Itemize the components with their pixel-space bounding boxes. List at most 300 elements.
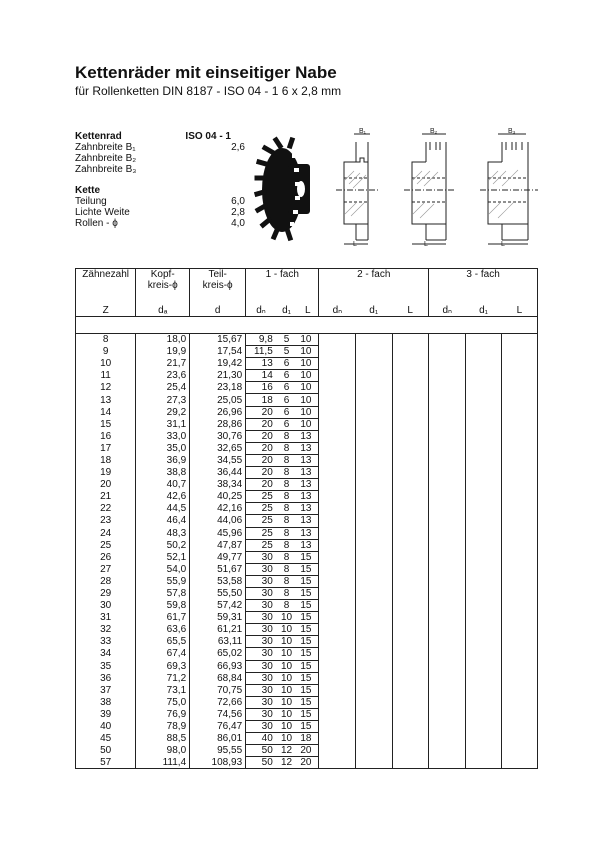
cell-da: 44,5 [136,503,190,515]
cell-empty [392,418,429,430]
cell-empty [355,660,392,672]
cell-empty [465,346,502,358]
cell-empty [465,745,502,757]
cell-empty [465,551,502,563]
cell-empty [429,612,466,624]
cell-empty [355,575,392,587]
cell-empty [392,503,429,515]
cell-empty [429,430,466,442]
cell-empty [319,636,356,648]
cell-empty [465,563,502,575]
cell-empty [429,467,466,479]
cell-empty [465,612,502,624]
sub-l: L [297,291,319,317]
col-group-3fach: 3 - fach [466,269,500,280]
cell-empty [465,406,502,418]
cell-empty [392,346,429,358]
sub-l: L [516,305,523,316]
cell-d1: 10 [276,708,298,720]
cell-empty [355,406,392,418]
cell-dn: 20 [246,406,276,418]
sub-d1: d₁ [369,305,379,316]
cell-empty [319,672,356,684]
cell-dn: 30 [246,708,276,720]
dim-l: L [424,241,428,248]
cell-z: 24 [76,527,136,539]
cell-empty [465,624,502,636]
dim-l: L [353,241,357,248]
cell-empty [502,612,538,624]
cell-empty [319,539,356,551]
cell-empty [355,745,392,757]
header-row [76,269,538,292]
cell-empty [502,442,538,454]
cell-d1: 6 [276,406,298,418]
cell-z: 30 [76,600,136,612]
cell-empty [502,708,538,720]
cell-empty [355,733,392,745]
cell-d: 34,55 [190,454,246,466]
cell-l: 10 [297,406,319,418]
cell-d: 19,42 [190,358,246,370]
teilkreis-l2: kreis-ϕ [202,280,233,291]
cell-dn: 20 [246,442,276,454]
cell-da: 63,6 [136,624,190,636]
cell-empty [465,491,502,503]
cell-empty [465,733,502,745]
cell-d: 95,55 [190,745,246,757]
dim-b3: B₃ [508,128,516,135]
cell-empty [465,370,502,382]
cell-empty [319,467,356,479]
cell-empty [429,696,466,708]
cell-empty [502,503,538,515]
cell-d1: 8 [276,587,298,599]
cell-empty [502,334,538,346]
cell-da: 40,7 [136,479,190,491]
cell-empty [319,660,356,672]
cell-dn: 25 [246,539,276,551]
cell-empty [355,539,392,551]
cell-empty [429,503,466,515]
cell-d1: 6 [276,418,298,430]
cell-l: 13 [297,503,319,515]
cell-d: 55,50 [190,587,246,599]
spec-label: Rollen - ϕ [75,218,118,229]
table-row [76,334,538,346]
cell-d: 23,18 [190,382,246,394]
cell-empty [355,479,392,491]
cell-empty [502,394,538,406]
cell-d1: 5 [276,334,298,346]
cell-dn: 20 [246,430,276,442]
cell-empty [355,454,392,466]
sub-da: dₐ [136,291,190,317]
cell-empty [502,539,538,551]
sub-dn: dₙ [256,305,266,316]
cell-empty [465,587,502,599]
cell-d1: 8 [276,600,298,612]
spec-row [75,196,245,207]
cell-empty [429,370,466,382]
cell-empty [355,684,392,696]
cell-da: 75,0 [136,696,190,708]
cell-empty [355,672,392,684]
cell-d1: 6 [276,358,298,370]
cell-empty [502,515,538,527]
cell-empty [319,515,356,527]
spec-kette-label: Kette [75,185,101,196]
spec-label: Zahnbreite B₁ [75,142,136,153]
cell-dn: 30 [246,684,276,696]
cell-empty [319,696,356,708]
spec-kettenrad-label: Kettenrad [75,131,122,142]
dim-b1: B₁ [359,128,367,135]
spec-label: Zahnbreite B₃ [75,164,137,175]
cell-dn: 30 [246,612,276,624]
specs-block [75,131,245,229]
cell-empty [319,684,356,696]
cell-dn: 9,8 [246,334,276,346]
cell-da: 31,1 [136,418,190,430]
cell-d: 15,67 [190,334,246,346]
cell-z: 36 [76,672,136,684]
cell-d1: 8 [276,539,298,551]
cell-l: 15 [297,612,319,624]
cell-l: 15 [297,600,319,612]
cell-d: 21,30 [190,370,246,382]
table-row [76,708,538,720]
cell-empty [429,624,466,636]
cell-empty [319,430,356,442]
cell-empty [355,636,392,648]
cell-da: 18,0 [136,334,190,346]
cell-empty [502,418,538,430]
cell-d1: 8 [276,491,298,503]
cell-empty [429,587,466,599]
cell-empty [355,503,392,515]
cell-z: 12 [76,382,136,394]
cell-l: 15 [297,636,319,648]
cell-empty [392,684,429,696]
page-title: Kettenräder mit einseitiger Nabe [75,63,337,82]
cell-empty [392,515,429,527]
cell-da: 19,9 [136,346,190,358]
spec-row [75,153,245,164]
cell-empty [355,334,392,346]
table-row [76,430,538,442]
cell-l: 13 [297,479,319,491]
cell-d: 28,86 [190,418,246,430]
table-row [76,382,538,394]
cell-d1: 8 [276,503,298,515]
cell-empty [392,745,429,757]
cell-z: 11 [76,370,136,382]
col-kopfkreis [136,269,190,292]
table-row [76,479,538,491]
cell-da: 59,8 [136,600,190,612]
cell-d: 49,77 [190,551,246,563]
table-row [76,467,538,479]
cell-d1: 10 [276,672,298,684]
cell-dn: 13 [246,358,276,370]
cell-empty [392,708,429,720]
cell-empty [465,467,502,479]
cell-empty [392,370,429,382]
cell-l: 13 [297,454,319,466]
table-row [76,491,538,503]
cell-empty [502,587,538,599]
table-row [76,696,538,708]
cell-dn: 50 [246,757,276,769]
spec-label: Teilung [75,196,107,207]
cell-empty [319,575,356,587]
cell-empty [502,346,538,358]
cell-empty [502,370,538,382]
cell-empty [429,551,466,563]
cell-da: 48,3 [136,527,190,539]
spec-kettenrad-value: ISO 04 - 1 [185,131,231,142]
cell-z: 9 [76,346,136,358]
cell-empty [502,479,538,491]
sub-z: Z [76,291,136,317]
cell-empty [465,515,502,527]
cell-empty [502,382,538,394]
table-row [76,503,538,515]
cell-empty [319,370,356,382]
cell-empty [429,394,466,406]
cell-empty [392,660,429,672]
teilkreis-l1: Teil- [208,269,227,280]
table-row [76,527,538,539]
cell-z: 33 [76,636,136,648]
table-row [76,418,538,430]
sub-d1: d₁ [479,305,489,316]
cell-d1: 10 [276,612,298,624]
cell-d1: 10 [276,696,298,708]
cell-empty [502,733,538,745]
cell-empty [465,757,502,769]
cell-d: 65,02 [190,648,246,660]
cell-empty [355,394,392,406]
table-row [76,757,538,769]
cell-empty [319,721,356,733]
kopfkreis-l1: Kopf- [150,269,175,280]
cell-d: 66,93 [190,660,246,672]
cell-d: 76,47 [190,721,246,733]
cell-d: 36,44 [190,467,246,479]
cell-z: 34 [76,648,136,660]
cell-empty [355,624,392,636]
spec-kettenrad-head [75,131,245,142]
cell-dn: 30 [246,648,276,660]
cell-l: 15 [297,563,319,575]
cell-empty [465,454,502,466]
cell-da: 55,9 [136,575,190,587]
cell-empty [429,721,466,733]
cell-empty [319,587,356,599]
table-row [76,612,538,624]
cell-l: 10 [297,346,319,358]
cell-empty [465,672,502,684]
cell-d: 72,66 [190,696,246,708]
cell-empty [429,334,466,346]
cell-l: 13 [297,515,319,527]
cell-dn: 30 [246,660,276,672]
cell-d: 57,42 [190,600,246,612]
cell-da: 111,4 [136,757,190,769]
cell-d1: 10 [276,636,298,648]
cell-da: 27,3 [136,394,190,406]
cell-z: 21 [76,491,136,503]
cell-empty [392,334,429,346]
cell-d: 25,05 [190,394,246,406]
kopfkreis-l2: kreis-ϕ [147,280,178,291]
cell-empty [392,539,429,551]
cell-empty [355,430,392,442]
cell-l: 15 [297,624,319,636]
cell-z: 45 [76,733,136,745]
cell-empty [355,696,392,708]
cell-d1: 8 [276,442,298,454]
table-row [76,575,538,587]
cell-z: 25 [76,539,136,551]
cell-z: 20 [76,479,136,491]
sub-dn: dₙ [332,305,343,316]
cell-l: 10 [297,394,319,406]
cell-empty [392,696,429,708]
cell-empty [429,346,466,358]
cell-empty [319,551,356,563]
cell-empty [502,454,538,466]
cell-z: 29 [76,587,136,599]
cell-da: 69,3 [136,660,190,672]
cell-empty [502,721,538,733]
table-row [76,672,538,684]
cell-empty [502,551,538,563]
cell-z: 26 [76,551,136,563]
cell-da: 98,0 [136,745,190,757]
cell-empty [319,612,356,624]
cell-dn: 30 [246,600,276,612]
cell-dn: 25 [246,527,276,539]
cell-l: 10 [297,382,319,394]
cell-empty [355,370,392,382]
spec-kette-head [75,185,245,196]
cell-empty [319,600,356,612]
cell-empty [502,563,538,575]
table-row [76,539,538,551]
cell-dn: 20 [246,467,276,479]
cell-empty [502,575,538,587]
cell-dn: 30 [246,624,276,636]
cell-empty [392,672,429,684]
cell-d: 42,16 [190,503,246,515]
cell-dn: 25 [246,503,276,515]
cell-empty [392,600,429,612]
cell-d: 86,01 [190,733,246,745]
cell-d: 40,25 [190,491,246,503]
cell-empty [502,467,538,479]
table-row [76,587,538,599]
drawing-double [400,128,466,248]
cell-empty [319,479,356,491]
cell-d1: 8 [276,515,298,527]
cell-z: 27 [76,563,136,575]
cell-dn: 50 [246,745,276,757]
cell-da: 36,9 [136,454,190,466]
cell-empty [392,394,429,406]
cell-empty [319,527,356,539]
cell-empty [392,479,429,491]
cell-empty [502,624,538,636]
cell-empty [355,467,392,479]
table-row [76,648,538,660]
cell-empty [465,479,502,491]
cell-l: 15 [297,696,319,708]
cell-d1: 12 [276,757,298,769]
cell-dn: 25 [246,515,276,527]
spec-value: 2,8 [231,207,245,218]
cell-l: 15 [297,708,319,720]
cell-d: 47,87 [190,539,246,551]
cell-d1: 6 [276,382,298,394]
col-zahnezahl: Zähnezahl [76,269,136,292]
cell-empty [355,551,392,563]
cell-d1: 8 [276,527,298,539]
cell-empty [392,636,429,648]
cell-da: 38,8 [136,467,190,479]
page-subtitle: für Rollenketten DIN 8187 - ISO 04 - 1 6 x 2,8 mm [75,84,342,98]
cell-empty [502,358,538,370]
table-row [76,515,538,527]
cell-empty [355,418,392,430]
cell-empty [429,491,466,503]
cell-d: 61,21 [190,624,246,636]
cell-empty [465,708,502,720]
cell-empty [392,382,429,394]
cell-l: 15 [297,575,319,587]
cell-d1: 10 [276,684,298,696]
cell-d1: 8 [276,430,298,442]
cell-z: 39 [76,708,136,720]
cell-empty [429,636,466,648]
cell-empty [465,527,502,539]
cell-da: 67,4 [136,648,190,660]
cell-da: 23,6 [136,370,190,382]
cell-empty [465,418,502,430]
cell-da: 78,9 [136,721,190,733]
cell-da: 88,5 [136,733,190,745]
cell-dn: 30 [246,636,276,648]
cell-d: 63,11 [190,636,246,648]
cell-empty [429,575,466,587]
cell-empty [355,648,392,660]
cell-empty [392,358,429,370]
cell-da: 42,6 [136,491,190,503]
cell-da: 21,7 [136,358,190,370]
cell-empty [319,648,356,660]
cell-da: 61,7 [136,612,190,624]
table-row [76,563,538,575]
cell-empty [319,563,356,575]
cell-d1: 8 [276,479,298,491]
cell-dn: 40 [246,733,276,745]
table-row [76,721,538,733]
cell-empty [465,600,502,612]
cell-d: 74,56 [190,708,246,720]
cell-z: 8 [76,334,136,346]
